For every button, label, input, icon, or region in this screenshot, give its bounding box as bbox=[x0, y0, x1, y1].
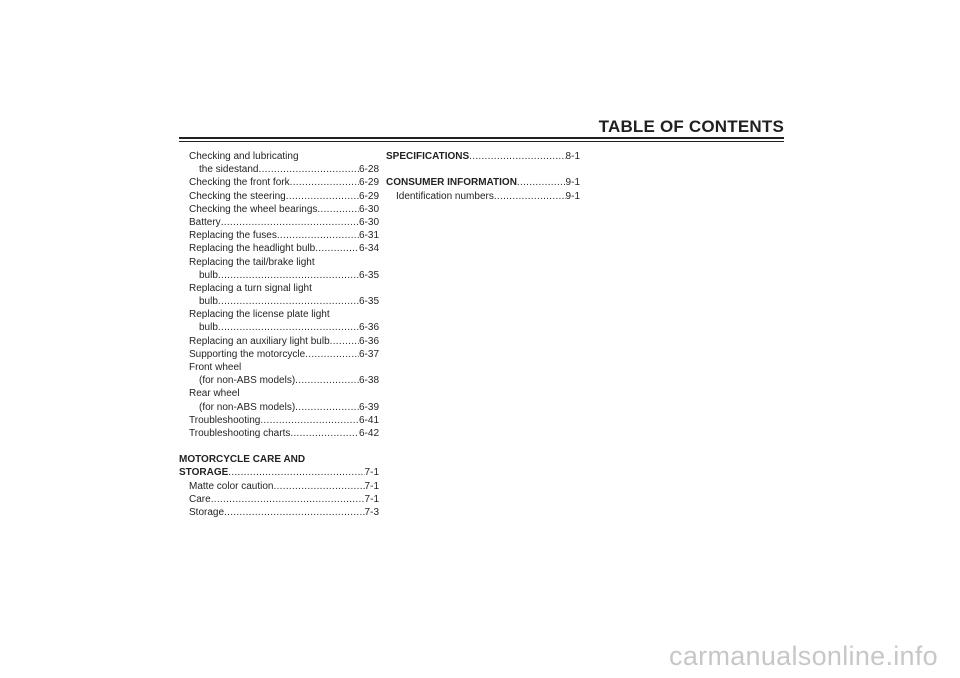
dot-leader bbox=[211, 493, 365, 506]
toc-entry-front-wheel[interactable] bbox=[179, 374, 379, 387]
toc-page-number: 6-36 bbox=[358, 322, 379, 334]
toc-page-number: 6-42 bbox=[358, 427, 379, 439]
dot-leader bbox=[305, 348, 359, 361]
dot-leader bbox=[224, 506, 365, 519]
toc-page-number: 6-30 bbox=[358, 216, 379, 228]
dot-leader bbox=[330, 335, 359, 348]
toc-entry-title: Supporting the motorcycle bbox=[189, 348, 306, 360]
toc-entry-title: Battery bbox=[189, 216, 221, 228]
toc-page-number: 7-1 bbox=[364, 493, 379, 505]
toc-entry-title: bulb bbox=[199, 322, 218, 334]
toc-entry-title: the sidestand bbox=[199, 164, 259, 176]
toc-entry-storage[interactable] bbox=[179, 506, 379, 519]
toc-entry-matte-color[interactable] bbox=[179, 480, 379, 493]
toc-page-number: 7-3 bbox=[364, 507, 379, 519]
toc-entry-wheel-bearings[interactable] bbox=[179, 203, 379, 216]
title-rule-thin bbox=[179, 141, 784, 142]
toc-entry-title: Matte color caution bbox=[189, 480, 274, 492]
dot-leader bbox=[290, 176, 359, 189]
toc-page-number: 6-39 bbox=[358, 401, 379, 413]
toc-entry-steering[interactable] bbox=[179, 190, 379, 203]
toc-entry-title: Troubleshooting charts bbox=[189, 427, 291, 439]
dot-leader bbox=[295, 374, 359, 387]
toc-section-specifications[interactable] bbox=[386, 150, 580, 163]
toc-entry-title: Checking the front fork bbox=[189, 177, 290, 189]
dot-leader bbox=[290, 427, 359, 440]
toc-entry-title: Checking the steering bbox=[189, 190, 286, 202]
toc-section-title: CONSUMER INFORMATION bbox=[386, 177, 517, 189]
title-rule-thick bbox=[179, 137, 784, 139]
dot-leader bbox=[221, 216, 359, 229]
toc-entry-title: Replacing the fuses bbox=[189, 230, 277, 242]
toc-entry-identification-numbers[interactable] bbox=[386, 190, 580, 203]
dot-leader bbox=[259, 163, 359, 176]
toc-entry-license-plate[interactable] bbox=[179, 321, 379, 334]
dot-leader bbox=[260, 414, 359, 427]
toc-right-column bbox=[386, 150, 580, 203]
dot-leader bbox=[494, 190, 566, 203]
toc-entry-sidestand-line1: Checking and lubricating bbox=[189, 151, 299, 162]
dot-leader bbox=[274, 480, 365, 493]
toc-entry-troubleshooting[interactable] bbox=[179, 414, 379, 427]
toc-page-number: 6-36 bbox=[358, 335, 379, 347]
toc-entry-title: Replacing an auxiliary light bulb bbox=[189, 335, 330, 347]
toc-page-number: 9-1 bbox=[565, 177, 580, 189]
toc-entry-title: bulb bbox=[199, 296, 218, 308]
toc-page-number: 6-31 bbox=[358, 230, 379, 242]
watermark: carmanualsonline.info bbox=[669, 641, 938, 671]
toc-left-column bbox=[179, 150, 379, 519]
toc-entry-title: Troubleshooting bbox=[189, 414, 261, 426]
toc-page-number: 6-35 bbox=[358, 269, 379, 281]
toc-entry-troubleshooting-charts[interactable] bbox=[179, 427, 379, 440]
dot-leader bbox=[218, 269, 359, 282]
toc-entry-turn-signal[interactable] bbox=[179, 295, 379, 308]
toc-page-number: 6-28 bbox=[358, 164, 379, 176]
dot-leader bbox=[218, 321, 359, 334]
dot-leader bbox=[517, 176, 566, 189]
toc-entry-supporting[interactable] bbox=[179, 348, 379, 361]
dot-leader bbox=[228, 466, 364, 479]
dot-leader bbox=[277, 229, 359, 242]
toc-page-number: 7-1 bbox=[364, 467, 379, 479]
toc-entry-tail-light[interactable] bbox=[179, 269, 379, 282]
toc-page-number: 6-37 bbox=[358, 348, 379, 360]
toc-page-number: 6-35 bbox=[358, 296, 379, 308]
toc-page-number: 7-1 bbox=[364, 480, 379, 492]
toc-entry-auxiliary-light[interactable] bbox=[179, 335, 379, 348]
toc-entry-front-wheel-line1: Front wheel bbox=[189, 362, 242, 373]
toc-page-number: 6-34 bbox=[358, 243, 379, 255]
toc-section-title: STORAGE bbox=[179, 467, 229, 479]
page-title: TABLE OF CONTENTS bbox=[598, 117, 784, 136]
toc-page-number: 6-29 bbox=[358, 177, 379, 189]
toc-entry-rear-wheel-line1: Rear wheel bbox=[189, 388, 240, 400]
toc-entry-title: Checking the wheel bearings bbox=[189, 203, 318, 215]
toc-entry-care[interactable] bbox=[179, 493, 379, 506]
toc-page-number: 6-41 bbox=[358, 414, 379, 426]
toc-entry-title: Care bbox=[189, 493, 211, 505]
toc-entry-front-fork[interactable] bbox=[179, 176, 379, 189]
toc-entry-headlight[interactable] bbox=[179, 242, 379, 255]
toc-entry-title: (for non-ABS models) bbox=[199, 401, 296, 413]
dot-leader bbox=[218, 295, 359, 308]
toc-entry-title: Identification numbers bbox=[396, 190, 494, 202]
toc-entry-license-line1: Replacing the license plate light bbox=[189, 309, 330, 321]
toc-entry-title: (for non-ABS models) bbox=[199, 375, 296, 387]
section-spacer bbox=[386, 163, 580, 176]
toc-section-title: SPECIFICATIONS bbox=[386, 150, 470, 162]
dot-leader bbox=[469, 150, 565, 163]
toc-section-care-storage-line1: MOTORCYCLE CARE AND bbox=[179, 454, 306, 466]
toc-entry-fuses[interactable] bbox=[179, 229, 379, 242]
toc-entry-turn-line1: Replacing a turn signal light bbox=[189, 282, 312, 294]
toc-entry-sidestand[interactable] bbox=[179, 163, 379, 176]
toc-entry-title: Storage bbox=[189, 507, 225, 519]
dot-leader bbox=[315, 242, 359, 255]
dot-leader bbox=[295, 401, 359, 414]
toc-page-number: 8-1 bbox=[565, 150, 580, 162]
section-spacer bbox=[179, 440, 379, 453]
toc-entry-battery[interactable] bbox=[179, 216, 379, 229]
toc-page-number: 6-30 bbox=[358, 203, 379, 215]
toc-page-number: 9-1 bbox=[565, 190, 580, 202]
toc-entry-rear-wheel[interactable] bbox=[179, 401, 379, 414]
toc-entry-tail-line1: Replacing the tail/brake light bbox=[189, 256, 315, 268]
dot-leader bbox=[317, 203, 359, 216]
toc-section-consumer-information[interactable] bbox=[386, 176, 580, 189]
toc-page-number: 6-38 bbox=[358, 375, 379, 387]
toc-entry-title: bulb bbox=[199, 269, 218, 281]
dot-leader bbox=[286, 190, 359, 203]
toc-section-care-storage[interactable] bbox=[179, 467, 379, 480]
toc-entry-title: Replacing the headlight bulb bbox=[189, 243, 316, 255]
toc-page-number: 6-29 bbox=[358, 190, 379, 202]
